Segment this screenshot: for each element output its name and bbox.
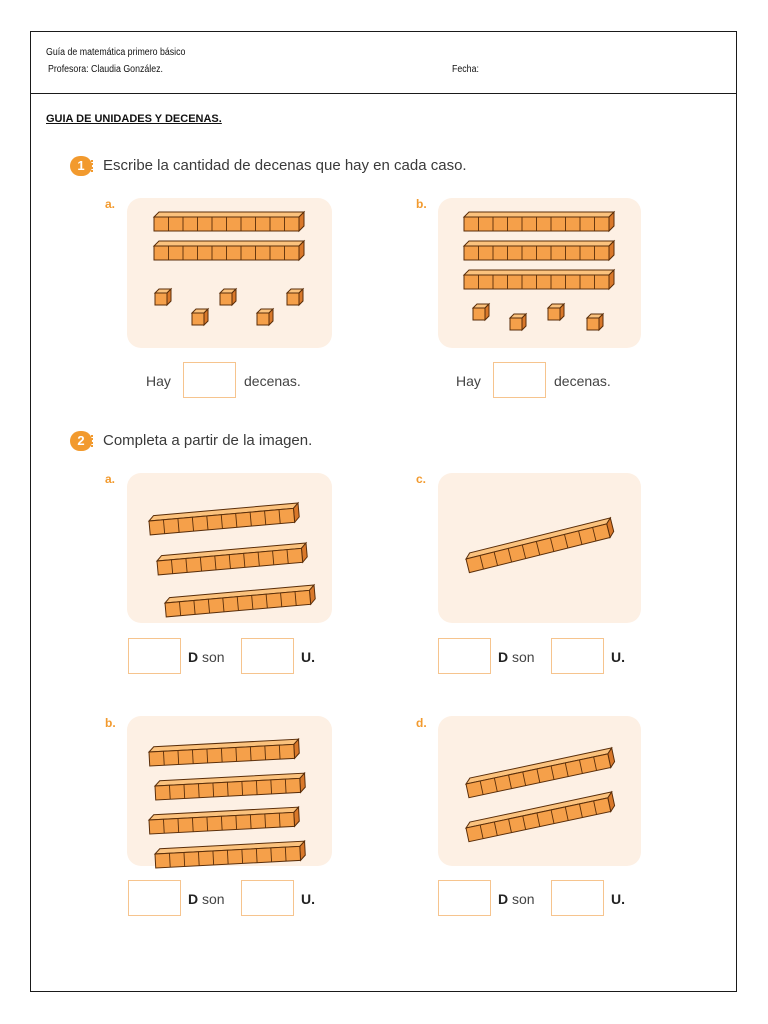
- ex2-item-b-u-label: U.: [301, 891, 315, 907]
- ex1-item-a-blocks: [127, 198, 332, 348]
- ten-rod: [464, 241, 614, 260]
- ex2-item-c-letter: c.: [416, 472, 427, 486]
- ex2-item-a-units-box[interactable]: [241, 638, 294, 674]
- ex2-item-d-image-panel: [438, 716, 641, 866]
- unit-cube: [510, 314, 526, 330]
- ex2-item-c-u-label: U.: [611, 649, 625, 665]
- ex1-item-a-answer-box[interactable]: [183, 362, 236, 398]
- date-label: Fecha:: [452, 64, 479, 75]
- ex2-item-d-d-label: D son: [498, 891, 535, 907]
- ex2-item-a-tens-box[interactable]: [128, 638, 181, 674]
- guide-subject: Guía de matemática primero básico: [46, 47, 186, 58]
- unit-cube: [257, 309, 273, 325]
- ex2-item-c-d-label: D son: [498, 649, 535, 665]
- unit-cube: [192, 309, 208, 325]
- ex1-item-b-prefix: Hay: [456, 373, 481, 389]
- ex1-item-b-blocks: [438, 198, 641, 348]
- ten-rod: [154, 241, 304, 260]
- ten-rod: [155, 841, 306, 868]
- ten-rod: [149, 807, 300, 834]
- ex1-item-b-letter: b.: [416, 197, 427, 211]
- ex2-item-a-letter: a.: [105, 472, 116, 486]
- ex2-item-b-d-label: D son: [188, 891, 225, 907]
- header-divider: [30, 93, 737, 94]
- ex1-item-a-suffix: decenas.: [244, 373, 301, 389]
- ex1-item-b-image-panel: [438, 198, 641, 348]
- exercise-2-instruction: Completa a partir de la imagen.: [103, 432, 313, 449]
- exercise-1-badge: 1: [70, 156, 92, 176]
- ten-rod: [149, 503, 300, 535]
- ex2-item-a-blocks: [127, 473, 332, 623]
- ex1-item-a-prefix: Hay: [146, 373, 171, 389]
- ten-rod: [464, 270, 614, 289]
- unit-cube: [473, 304, 489, 320]
- unit-cube: [548, 304, 564, 320]
- ex2-item-d-blocks: [438, 716, 641, 866]
- ex2-item-c-tens-box[interactable]: [438, 638, 491, 674]
- ex2-item-d-units-box[interactable]: [551, 880, 604, 916]
- ex2-item-b-tens-box[interactable]: [128, 880, 181, 916]
- ex2-item-a-image-panel: [127, 473, 332, 623]
- ex2-item-a-d-label: D son: [188, 649, 225, 665]
- teacher-name: Profesora: Claudia González.: [48, 64, 163, 75]
- ex1-item-a-image-panel: [127, 198, 332, 348]
- ten-rod: [149, 739, 300, 766]
- ex2-item-b-blocks: [127, 716, 332, 866]
- unit-cube: [155, 289, 171, 305]
- ten-rod: [465, 792, 616, 842]
- ex2-item-c-image-panel: [438, 473, 641, 623]
- ex1-item-b-answer-box[interactable]: [493, 362, 546, 398]
- unit-cube: [587, 314, 603, 330]
- ten-rod: [157, 543, 308, 575]
- ten-rod: [464, 212, 614, 231]
- ex2-item-c-units-box[interactable]: [551, 638, 604, 674]
- ex2-item-a-u-label: U.: [301, 649, 315, 665]
- exercise-2-badge: 2: [70, 431, 92, 451]
- ex2-item-b-image-panel: [127, 716, 332, 866]
- ex2-item-b-units-box[interactable]: [241, 880, 294, 916]
- ex2-item-d-letter: d.: [416, 716, 427, 730]
- unit-cube: [287, 289, 303, 305]
- ex2-item-b-letter: b.: [105, 716, 116, 730]
- ten-rod: [465, 748, 616, 798]
- ten-rod: [154, 212, 304, 231]
- ex1-item-a-letter: a.: [105, 197, 116, 211]
- ex2-item-d-u-label: U.: [611, 891, 625, 907]
- ex2-item-d-tens-box[interactable]: [438, 880, 491, 916]
- unit-cube: [220, 289, 236, 305]
- page-title: GUIA DE UNIDADES Y DECENAS.: [46, 113, 222, 125]
- exercise-1-instruction: Escribe la cantidad de decenas que hay en cada caso.: [103, 157, 467, 174]
- ten-rod: [165, 585, 316, 617]
- ten-rod: [155, 773, 306, 800]
- ex2-item-c-blocks: [438, 473, 641, 623]
- ex1-item-b-suffix: decenas.: [554, 373, 611, 389]
- ten-rod: [465, 518, 615, 573]
